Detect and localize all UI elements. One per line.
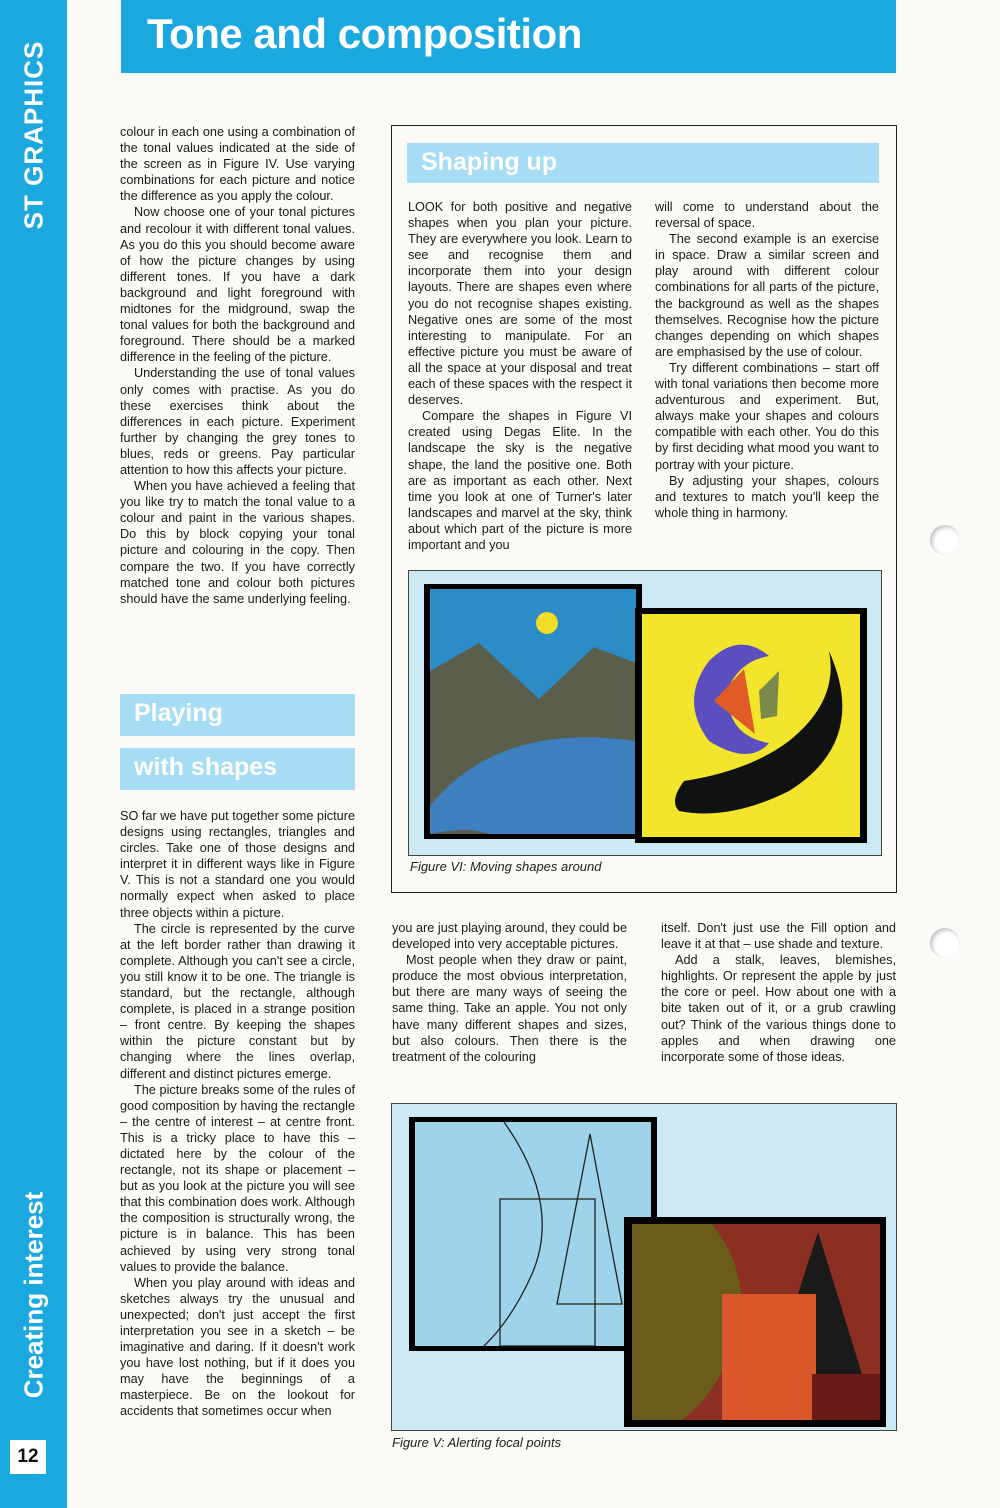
paragraph: The circle is represented by the curve at the left border rather than drawing it complete. Although you can't see a circle, you still know it to be one. The triangle is standard, but the rectangle, although complete, is placed in a strange position – front centre. By keeping the shapes within the picture constant but by changing where the lines overlap, different and distinct pictures emerge. — [120, 921, 355, 1081]
section-heading-2: with shapes — [120, 748, 355, 790]
paragraph: Understanding the use of tonal values only comes with practise. As you do these exercises think about the differences in each picture. Experiment further by changing the grey tones to blues, reds or greens. Pay particular attention to how this affects your picture. — [120, 366, 355, 477]
paragraph: When you have achieved a feeling that you like try to match the tonal value to a colour and paint in the various shapes. Do this by block copying your tonal picture and colouring in the copy. Then compare the two. If you have correctly matched tone and colour both pictures should have the same underlying feeling. — [120, 479, 355, 606]
binder-hole — [930, 928, 960, 958]
paragraph: you are just playing around, they could be developed into very acceptable pictures. — [392, 921, 627, 952]
page-number: 12 — [10, 1440, 46, 1474]
shapes-text — [120, 808, 355, 1420]
figure-5-caption: Figure V: Alerting focal points — [392, 1435, 562, 1450]
paragraph: colour in each one using a combination of the tonal values indicated at the side of the screen as in Figure IV. Use varying combinations for each picture and notice the difference as you apply the colour. — [120, 125, 355, 204]
boxout-heading: Shaping up — [407, 143, 879, 183]
middle-col-2 — [661, 920, 896, 1065]
chapter-label: Creating interest — [18, 1191, 49, 1399]
paragraph: SO far we have put together some picture designs using rectangles, triangles and circles. Take one of those designs and interpret it in different ways like in Figure V. This is not a standard one you would normally expect when asked to place three objects within a picture. — [120, 809, 355, 920]
paragraph: Try different combinations – start off with tonal variations then become more adventurous and experiment. But, always make your shapes and colours compatible with each other. You do this by first deciding what mood you want to portray with your picture. — [655, 360, 879, 472]
boxout-col-1 — [408, 199, 632, 553]
boxout-col-2 — [655, 199, 879, 521]
page-title: Tone and composition — [147, 10, 582, 57]
figure-6-caption: Figure VI: Moving shapes around — [410, 859, 602, 874]
paragraph: Compare the shapes in Figure VI created using Degas Elite. In the landscape the sky is the negative shape, the land the positive one. Both are as important as each other. Next time you look at one of Turner's later landscapes and marvel at the sky, think about which part of the picture is more important and you — [408, 409, 632, 552]
binder-hole — [930, 525, 960, 555]
middle-col-1 — [392, 920, 627, 1065]
sidebar — [0, 0, 67, 1508]
figure-5-image — [392, 1104, 896, 1430]
section-label: ST GRAPHICS — [18, 40, 49, 230]
section-heading-1: Playing — [120, 694, 355, 736]
paragraph: The picture breaks some of the rules of good composition by having the rectangle – the centre of interest – at centre front. This is a tricky place to have this – dictated here by the colour of the rectangle, not its shape or placement – but as you look at the picture you will see that this combination does work. Although the composition is structurally wrong, the picture is in balance. This has been achieved by using very strong tonal values to provide the balance. — [120, 1082, 355, 1274]
figure-6-frame — [408, 570, 882, 856]
figure-6-image — [409, 571, 881, 855]
paragraph: By adjusting your shapes, colours and textures to match you'll keep the whole thing in harmony. — [655, 473, 879, 520]
paragraph: will come to understand about the reversal of space. — [655, 200, 879, 231]
intro-text — [120, 124, 355, 607]
title-banner — [121, 0, 896, 73]
paragraph: LOOK for both positive and negative shapes when you plan your picture. They are everywhere you look. Learn to see and recognise them and incorporate them into your design layouts. There are shapes even where you do not recognise shapes existing. Negative ones are some of the most interesting to manipulate. For an effective picture you must be aware of all the space at your disposal and treat each of these spaces with the respect it deserves. — [408, 200, 632, 408]
paragraph: The second example is an exercise in space. Draw a similar screen and play around with different colour combinations for all parts of the picture, the background as well as the shapes themselves. Recognise how the picture changes depending on which shapes are emphasised by the use of colour. — [655, 232, 879, 359]
paragraph: Add a stalk, leaves, blemishes, highlights. Or represent the apple by just the core or peel. How about one with a bite taken out of it, or a grub crawling out? Think of the various things done to apples and when drawing one incorporate some of those ideas. — [661, 953, 896, 1064]
paragraph: When you play around with ideas and sketches always try the unusual and unexpected; don't just accept the first interpretation you see in a sketch – be imaginative and daring. If it doesn't work you have lost nothing, but if it does you may have the beginnings of a masterpiece. Be on the lookout for accidents that sometimes occur when — [120, 1275, 355, 1419]
paragraph: Now choose one of your tonal pictures and recolour it with different tonal values. As you do this you should become aware of how the picture changes by using different tones. If you have a dark background and light foreground with midtones for the midground, swap the tonal values for both the background and foreground. There should be a marked difference in the feeling of the picture. — [120, 205, 355, 365]
paragraph: itself. Don't just use the Fill option and leave it at that – use shade and texture. — [661, 921, 896, 952]
figure-5-frame — [391, 1103, 897, 1431]
paragraph: Most people when they draw or paint, produce the most obvious interpretation, but there are many ways of seeing the same thing. Take an apple. You not only have many different shapes and sizes, but also colours. Then there is the treatment of the colouring — [392, 953, 627, 1064]
